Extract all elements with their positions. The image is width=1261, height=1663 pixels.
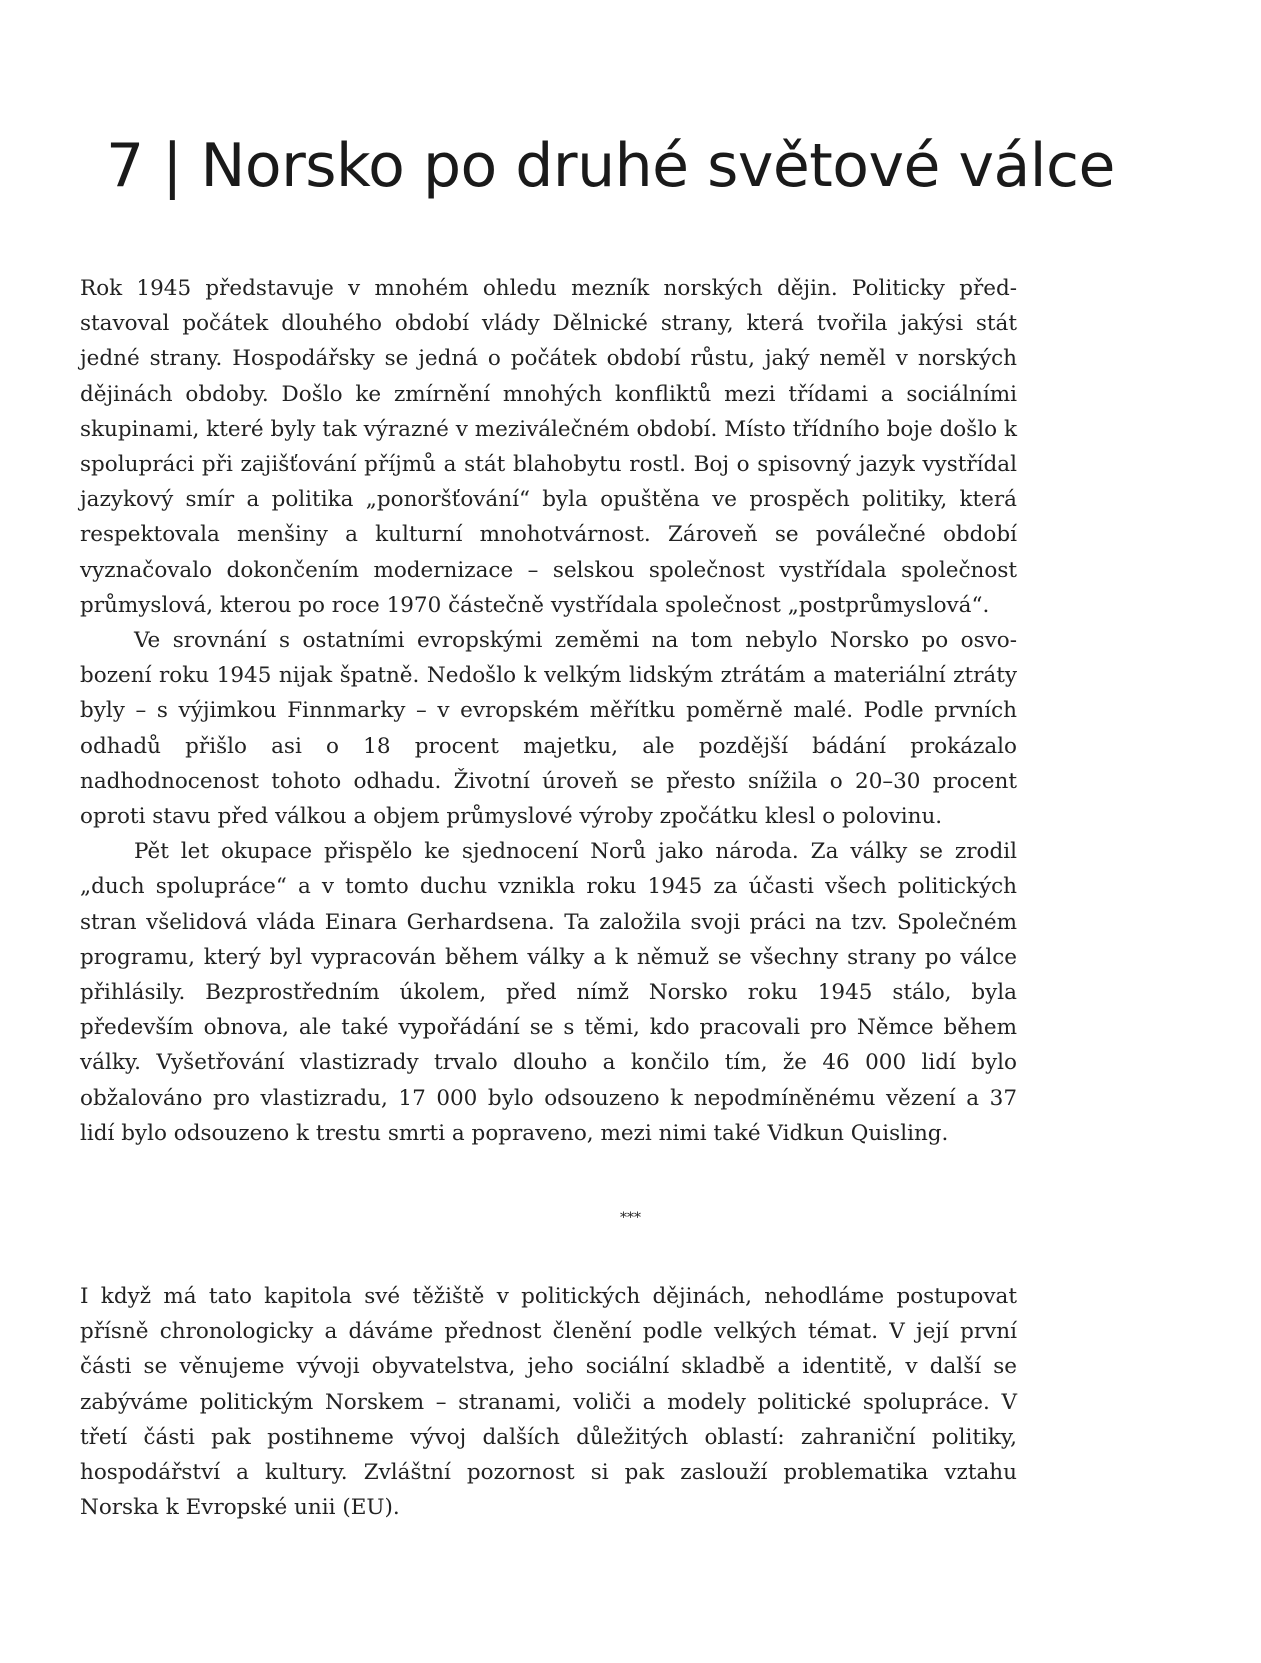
chapter-title: 7 | Norsko po druhé světové válce — [106, 131, 1115, 201]
paragraph: I když má tato kapitola své těžiště v politických dějinách, nehodláme postupovat přísně chronologicky a dáváme přednost členění podle velkých témat. V její první části se věnujeme vývoji obyvatelstva, jeho sociální skladbě a identitě, v další se zabýváme politickým Norskem – stranami, voliči a modely politické spolupráce. V třetí části pak postihneme vývoj dalších důležitých oblastí: zahraniční politiky, hospodářství a kultury. Zvláštní pozornost si pak zaslouží problematika vztahu Norska k Evropské unii (EU). — [80, 1284, 1017, 1521]
paragraph: Ve srovnání s ostatními evropskými zeměmi na tom nebylo Norsko po osvobození roku 1945 nijak špatně. Nedošlo k velkým lidským ztrátám a materiální ztráty byly – s výjimkou Finnmarky – v evropském měřítku poměrně malé. Podle prvních odhadů přišlo asi o 18 procent majetku, ale pozdější bádání prokázalo nadhodnocenost tohoto odhadu. Životní úroveň se přesto snížila o 20–30 procent oproti stavu před válkou a objem průmyslové výroby zpočátku klesl o polovinu. — [80, 628, 1017, 830]
chapter-intro-section — [80, 271, 1017, 1151]
paragraph: Rok 1945 představuje v mnohém ohledu mezník norských dějin. Politicky představoval počátek dlouhého období vlády Dělnické strany, která tvořila jakýsi stát jedné strany. Hospodářsky se jedná o počátek období růstu, jaký neměl v norských dějinách obdoby. Došlo ke zmírnění mnohých konfliktů mezi třídami a sociálními skupinami, které byly tak výrazné v meziválečném období. Místo třídního boje došlo k spolupráci při zajišťování příjmů a stát blahobytu rostl. Boj o spisovný jazyk vystřídal jazykový smír a politika „ponoršťování“ byla opuštěna ve prospěch politiky, která respektovala menšiny a kulturní mnohotvárnost. Zároveň se poválečné období vyznačovalo dokončením modernizace – selskou společnost vystřídala společnost průmyslová, kterou po roce 1970 částečně vystřídala společnost „postprůmyslová“. — [80, 276, 1017, 618]
chapter-outline-section — [80, 1279, 1017, 1525]
paragraph: Pět let okupace přispělo ke sjednocení Norů jako národa. Za války se zrodil „duch spolupráce“ a v tomto duchu vznikla roku 1945 za účasti všech politických stran všelidová vláda Einara Gerhardsena. Ta založila svoji práci na tzv. Společném programu, který byl vypracován během války a k němuž se všechny strany po válce přihlásily. Bezprostředním úkolem, před nímž Norsko roku 1945 stálo, byla především obnova, ale také vypořádání se s těmi, kdo pracovali pro Němce během války. Vyšetřování vlastizrady trvalo dlouho a končilo tím, že 46 000 lidí bylo obžalováno pro vlastizradu, 17 000 bylo odsouzeno k nepodmíněnému vězení a 37 lidí bylo odsouzeno k trestu smrti a popraveno, mezi nimi také Vidkun Quisling. — [80, 839, 1017, 1146]
section-separator: *** — [620, 1210, 641, 1226]
